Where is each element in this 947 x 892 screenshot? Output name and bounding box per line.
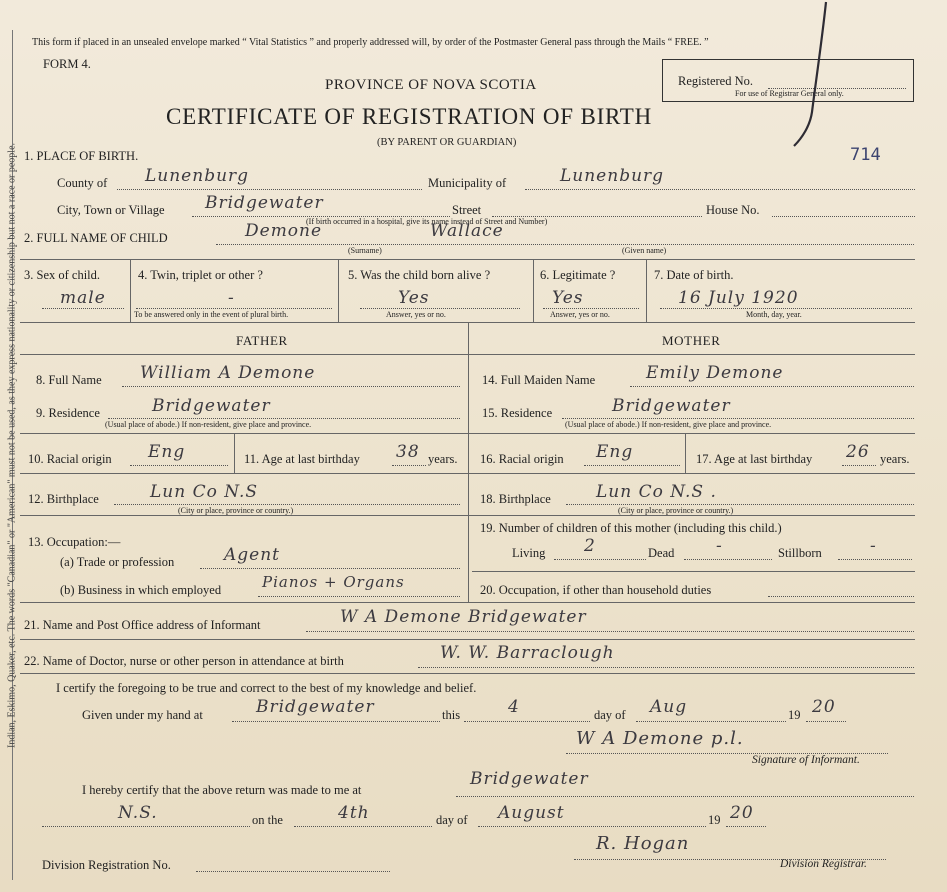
registrar-day-of-label: day of xyxy=(436,813,468,827)
father-business-label: (b) Business in which employed xyxy=(60,583,222,597)
mother-name-line xyxy=(630,386,914,387)
rule-row3-div2 xyxy=(338,259,339,322)
margin-text: Indian, Eskimo, Quaker, etc. The words "Canadian" or "American" must not be used, as they express nationality or citizenship but not a race or people. xyxy=(6,142,18,749)
doctor-value: W. W. Barraclough xyxy=(440,643,615,663)
mother-birthplace-line xyxy=(566,504,914,505)
registrar-signature: R. Hogan xyxy=(596,833,690,854)
twin-value: - xyxy=(228,288,235,308)
place-of-birth-label: 1. PLACE OF BIRTH. xyxy=(24,149,139,163)
mother-occupation-line xyxy=(768,596,914,597)
given-month-line xyxy=(636,721,786,722)
father-residence-value: Bridgewater xyxy=(152,396,271,416)
father-name-value: William A Demone xyxy=(140,363,316,383)
province-heading: PROVINCE OF NOVA SCOTIA xyxy=(325,77,537,93)
alive-value: Yes xyxy=(398,288,430,308)
mother-occupation-label: 20. Occupation, if other than household duties xyxy=(480,583,712,597)
rule-occupation-top xyxy=(20,515,915,516)
twin-label: 4. Twin, triplet or other ? xyxy=(138,268,263,282)
day-of-label: day of xyxy=(594,708,626,722)
mother-birthplace-value: Lun Co N.S . xyxy=(596,482,717,502)
legitimate-line xyxy=(543,308,639,309)
registrar-day-line xyxy=(294,826,432,827)
county-label: County of xyxy=(57,176,108,190)
legitimate-note: Answer, yes or no. xyxy=(550,310,610,319)
informant-signature: W A Demone p.l. xyxy=(576,728,744,749)
sex-line xyxy=(42,308,124,309)
rule-row3-div1 xyxy=(130,259,131,322)
street-label: Street xyxy=(452,203,482,217)
registrar-month-line xyxy=(478,826,706,827)
father-residence-label: 9. Residence xyxy=(36,406,100,420)
father-birthplace-note: (City or place, province or country.) xyxy=(178,506,294,515)
dead-value: - xyxy=(716,536,723,556)
father-birthplace-label: 12. Birthplace xyxy=(28,492,99,506)
father-trade-label: (a) Trade or profession xyxy=(60,555,175,569)
mother-years-label: years. xyxy=(880,452,910,466)
registrar-place2-value: N.S. xyxy=(118,803,158,823)
registrar-year-prefix: 19 xyxy=(708,813,721,827)
dead-label: Dead xyxy=(648,546,675,560)
house-no-line xyxy=(772,216,915,217)
registrar-year-line xyxy=(726,826,766,827)
living-label: Living xyxy=(512,546,546,560)
municipality-line xyxy=(525,189,915,190)
registrar-statement: I hereby certify that the above return was made to me at xyxy=(82,783,362,797)
city-value: Bridgewater xyxy=(205,193,324,213)
mother-racial-label: 16. Racial origin xyxy=(480,452,564,466)
twin-line xyxy=(136,308,332,309)
dead-line xyxy=(684,559,772,560)
doctor-label: 22. Name of Doctor, nurse or other person in attendance at birth xyxy=(24,654,344,668)
mother-racial-value: Eng xyxy=(596,442,634,462)
surname-note: (Surname) xyxy=(348,246,382,255)
informant-label: 21. Name and Post Office address of Informant xyxy=(24,618,261,632)
rule-racial-top xyxy=(20,433,915,434)
father-trade-line xyxy=(200,568,460,569)
mother-age-value: 26 xyxy=(846,442,870,462)
informant-line xyxy=(306,631,914,632)
sex-value: male xyxy=(60,288,106,308)
postal-notice: This form if placed in an unsealed envelope marked “ Vital Statistics ” and properly addressed will, by order of the Postmaster General pass through the Mails “ FREE. ” xyxy=(32,37,709,48)
alive-label: 5. Was the child born alive ? xyxy=(348,268,491,282)
registrar-month-value: August xyxy=(498,803,565,823)
rule-mother-occupation xyxy=(472,571,915,572)
father-birthplace-value: Lun Co N.S xyxy=(150,482,259,502)
mother-birthplace-label: 18. Birthplace xyxy=(480,492,551,506)
dob-value: 16 July 1920 xyxy=(678,288,799,308)
registrar-day-value: 4th xyxy=(338,803,370,823)
this-label: this xyxy=(442,708,461,722)
rule-row3-top xyxy=(20,259,915,260)
child-given-name: Wallace xyxy=(430,221,504,241)
father-trade-value: Agent xyxy=(224,545,280,565)
given-name-note: (Given name) xyxy=(622,246,667,255)
stillborn-label: Stillborn xyxy=(778,546,822,560)
alive-note: Answer, yes or no. xyxy=(386,310,446,319)
father-name-line xyxy=(122,386,460,387)
doctor-line xyxy=(418,667,914,668)
hospital-note: (If birth occurred in a hospital, give its name instead of Street and Number) xyxy=(306,217,548,226)
father-racial-line xyxy=(130,465,228,466)
alive-line xyxy=(360,308,520,309)
mother-heading: MOTHER xyxy=(662,333,721,348)
father-age-line xyxy=(392,465,426,466)
father-residence-note: (Usual place of abode.) If non-resident, give place and province. xyxy=(105,420,312,429)
mother-residence-note: (Usual place of abode.) If non-resident, give place and province. xyxy=(565,420,772,429)
registrar-note: For use of Registrar General only. xyxy=(735,89,844,98)
sex-label: 3. Sex of child. xyxy=(24,268,101,282)
mother-age-label: 17. Age at last birthday xyxy=(696,452,813,466)
rule-heading xyxy=(20,354,915,355)
stillborn-line xyxy=(838,559,912,560)
child-surname: Demone xyxy=(245,221,323,241)
house-no-label: House No. xyxy=(706,203,760,217)
stamp-number: 714 xyxy=(850,145,881,165)
municipality-label: Municipality of xyxy=(428,176,507,190)
registrar-place2-line xyxy=(42,826,250,827)
given-year-value: 20 xyxy=(812,697,836,717)
twin-note: To be answered only in the event of plural birth. xyxy=(134,310,289,319)
division-registration-line xyxy=(196,871,390,872)
father-racial-label: 10. Racial origin xyxy=(28,452,112,466)
mother-residence-label: 15. Residence xyxy=(482,406,553,420)
dob-label: 7. Date of birth. xyxy=(654,268,734,282)
given-place-line xyxy=(232,721,440,722)
father-residence-line xyxy=(108,418,460,419)
city-label: City, Town or Village xyxy=(57,203,165,217)
legitimate-value: Yes xyxy=(552,288,584,308)
division-registration-label: Division Registration No. xyxy=(42,858,171,872)
county-line xyxy=(117,189,422,190)
child-name-line xyxy=(216,244,914,245)
given-year-line xyxy=(806,721,846,722)
mother-residence-line xyxy=(562,418,914,419)
rule-row3-div3 xyxy=(533,259,534,322)
registrar-place-line xyxy=(456,796,914,797)
mother-residence-value: Bridgewater xyxy=(612,396,731,416)
father-birthplace-line xyxy=(114,504,460,505)
informant-signature-label: Signature of Informant. xyxy=(752,754,860,766)
father-name-label: 8. Full Name xyxy=(36,373,102,387)
mother-name-value: Emily Demone xyxy=(646,363,784,383)
rule-doctor-top xyxy=(20,639,915,640)
certify-statement: I certify the foregoing to be true and correct to the best of my knowledge and belief. xyxy=(56,681,477,695)
registrar-place-value: Bridgewater xyxy=(470,769,589,789)
division-registrar-label: Division Registrar. xyxy=(780,858,867,870)
on-the-label: on the xyxy=(252,813,283,827)
mother-birthplace-note: (City or place, province or country.) xyxy=(618,506,734,515)
rule-parents-divider xyxy=(468,322,469,602)
dob-note: Month, day, year. xyxy=(746,310,802,319)
legitimate-label: 6. Legitimate ? xyxy=(540,268,616,282)
given-under-label: Given under my hand at xyxy=(82,708,203,722)
father-age-value: 38 xyxy=(396,442,420,462)
form-number: FORM 4. xyxy=(43,57,91,71)
page-title: CERTIFICATE OF REGISTRATION OF BIRTH xyxy=(166,104,653,129)
given-place-value: Bridgewater xyxy=(256,697,375,717)
county-value: Lunenburg xyxy=(145,166,250,186)
dob-line xyxy=(660,308,912,309)
given-day-value: 4 xyxy=(508,697,520,717)
living-line xyxy=(554,559,646,560)
registrar-year-value: 20 xyxy=(730,803,754,823)
stillborn-value: - xyxy=(870,536,877,556)
given-year-prefix: 19 xyxy=(788,708,801,722)
father-racial-value: Eng xyxy=(148,442,186,462)
given-day-line xyxy=(464,721,590,722)
living-value: 2 xyxy=(584,536,596,556)
page-subtitle: (BY PARENT OR GUARDIAN) xyxy=(377,137,517,148)
mother-name-label: 14. Full Maiden Name xyxy=(482,373,596,387)
father-occupation-label: 13. Occupation:— xyxy=(28,535,121,549)
rule-doctor-bottom xyxy=(20,673,915,674)
father-years-label: years. xyxy=(428,452,458,466)
father-age-label: 11. Age at last birthday xyxy=(244,452,360,466)
mother-age-line xyxy=(842,465,876,466)
informant-value: W A Demone Bridgewater xyxy=(340,607,587,627)
child-name-label: 2. FULL NAME OF CHILD xyxy=(24,231,168,245)
rule-father-racial-div xyxy=(234,433,235,473)
father-heading: FATHER xyxy=(236,333,288,348)
pen-stroke xyxy=(792,0,832,150)
given-month-value: Aug xyxy=(650,697,688,717)
mother-racial-line xyxy=(584,465,680,466)
municipality-value: Lunenburg xyxy=(560,166,665,186)
rule-birthplace-top xyxy=(20,473,915,474)
father-business-value: Pianos + Organs xyxy=(262,573,405,591)
rule-mother-racial-div xyxy=(685,433,686,473)
father-business-line xyxy=(258,596,460,597)
registered-label: Registered No. xyxy=(678,74,753,88)
rule-informant-top xyxy=(20,602,915,603)
rule-row3-div4 xyxy=(646,259,647,322)
children-label: 19. Number of children of this mother (including this child.) xyxy=(480,521,782,535)
